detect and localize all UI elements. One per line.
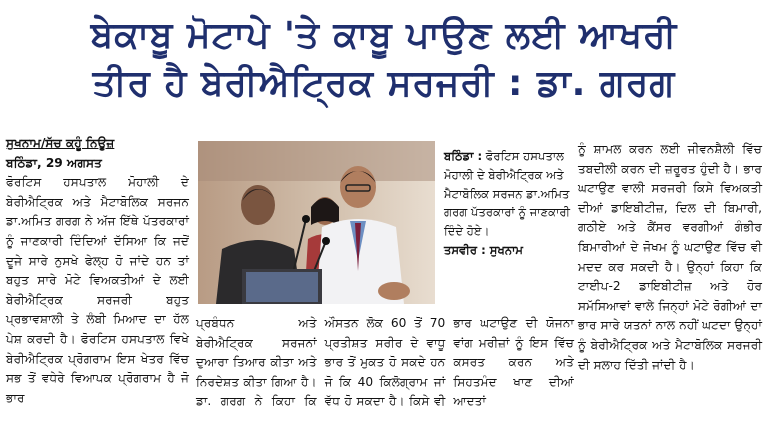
column-4-text: ਨੂੰ ਸ਼ਾਮਲ ਕਰਨ ਲਈ ਜੀਵਨਸ਼ੈਲੀ ਵਿੱਚ ਤਬਦੀਲੀ ਕਰਨ ਦੀ ਜ਼ਰੂਰਤ ਹੁੰਦੀ ਹੈ। ਭਾਰ ਘਟਾਉਣ ਵਾਲੀ ਸਰਜਰੀ ਕਿਸੇ ਵਿਅਕਤੀ ਦੀਆਂ ਡਾਇਬੀਟੀਜ਼, ਦਿਲ ਦੀ ਬਿਮਾਰੀ, ਗਠੀਏ ਅਤੇ ਕੈਂਸਰ ਵਰਗੀਆਂ ਗੰਭੀਰ ਬਿਮਾਰੀਆਂ ਦੇ ਜੋਖਮ ਨੂੰ ਘਟਾਉਣ ਵਿੱਚ ਵੀ ਮਦਦ ਕਰ ਸਕਦੀ ਹੈ। ਉਨ੍ਹਾਂ ਕਿਹਾ ਕਿ ਟਾਈਪ-2 ਡਾਇਬੀਟੀਜ਼ ਅਤੇ ਹੋਰ ਸਮੱਸਿਆਵਾਂ ਵਾਲੇ ਜਿਨ੍ਹਾਂ ਮੋਟੇ ਰੋਗੀਆਂ ਦਾ ਭਾਰ ਸਾਰੇ ਯਤਨਾਂ ਨਾਲ ਨਹੀਂ ਘਟਦਾ ਉਨ੍ਹਾਂ ਨੂੰ ਬੇਰੀਐਟ੍ਰਿਕ ਅਤੇ ਮੈਟਾਬੋਲਿਕ ਸਰਜਰੀ ਦੀ ਸਲਾਹ ਦਿੱਤੀ ਜਾਂਦੀ ਹੈ। [578,142,762,372]
byline: ਸੁਖਨਾਮ/ਸੱਚ ਕਹੂੰ ਨਿਊਜ਼ [6,136,115,150]
photo-caption [444,147,572,260]
caption-text: ਫੋਰਟਿਸ ਹਸਪਤਾਲ ਮੋਹਾਲੀ ਦੇ ਬੇਰੀਐਟ੍ਰਿਕ ਅਤੇ ਮੈਟਾਬੋਲਿਕ ਸਰਜਨ ਡਾ.ਅਮਿਤ ਗਰਗ ਪੱਤਰਕਾਰਾਂ ਨੂੰ ਜਾਣਕਾਰੀ ਦਿੰਦੇ ਹੋਏ। [444,149,571,239]
dateline: ਬਠਿੰਡਾ, 29 ਅਗਸਤ [6,155,102,170]
caption-place: ਬਠਿੰਡਾ : [444,149,483,163]
article-bottom-columns [196,314,574,412]
headline-line-2: ਤੀਰ ਹੈ ਬੇਰੀਐਟ੍ਰਿਕ ਸਰਜਰੀ : ਡਾ. ਗਰਗ [92,63,676,104]
article-column-1 [6,134,189,408]
news-photo [198,141,435,304]
article-column-4 [578,140,762,375]
photo-credit: ਤਸਵੀਰ : ਸੁਖਨਾਮ [444,242,524,257]
column-1-text: ਫੋਰਟਿਸ ਹਸਪਤਾਲ ਮੋਹਾਲੀ ਦੇ ਬੇਰੀਐਟ੍ਰਿਕ ਅਤੇ ਮੈਟਾਬੋਲਿਕ ਸਰਜਨ ਡਾ.ਅਮਿਤ ਗਰਗ ਨੇ ਅੱਜ ਇੱਥੇ ਪੱਤਰਕਾਰਾਂ ਨੂੰ ਜਾਣਕਾਰੀ ਦਿੰਦਿਆਂ ਦੱਸਿਆ ਕਿ ਜਦੋਂ ਦੂਜੇ ਸਾਰੇ ਨੁਸਖੇ ਫੇਲ੍ਹ ਹੋ ਜਾਂਦੇ ਹਨ ਤਾਂ ਬਹੁਤ ਸਾਰੇ ਮੋਟੇ ਵਿਅਕਤੀਆਂ ਦੇ ਲਈ ਬੇਰੀਐਟ੍ਰਿਕ ਸਰਜਰੀ ਬਹੁਤ ਪ੍ਰਭਾਵਸ਼ਾਲੀ ਤੇ ਲੰਬੀ ਮਿਆਦ ਦਾ ਹੱਲ ਪੇਸ਼ ਕਰਦੀ ਹੈ। ਫੋਰਟਿਸ ਹਸਪਤਾਲ ਵਿਖੇ ਬੇਰੀਐਟ੍ਰਿਕ ਪ੍ਰੋਗਰਾਮ ਇਸ ਖੇਤਰ ਵਿੱਚ ਸਭ ਤੋਂ ਵਧੇਰੇ ਵਿਆਪਕ ਪ੍ਰੋਗਰਾਮ ਹੈ ਜੋ ਭਾਰ [6,175,189,405]
headline-line-1: ਬੇਕਾਬੂ ਮੋਟਾਪੇ 'ਤੇ ਕਾਬੂ ਪਾਉਣ ਲਈ ਆਖਰੀ [90,15,678,56]
press-conference-photo [198,141,435,304]
bottom-text: ਪ੍ਰਬੰਧਨ ਅਤੇ ਬੇਰੀਐਟ੍ਰਿਕ ਸਰਜਨਾਂ ਦੁਆਰਾ ਤਿਆਰ ਕੀਤਾ ਅਤੇ ਨਿਰਦੇਸ਼ਤ ਕੀਤਾ ਗਿਆ ਹੈ। ਡਾ. ਗਰਗ ਨੇ ਕਿਹਾ ਕਿ ਔਸਤਨ ਲੋਕ 60 ਤੋਂ 70 ਪ੍ਰਤੀਸ਼ਤ ਸਰੀਰ ਦੇ ਵਾਧੂ ਭਾਰ ਤੋਂ ਮੁਕਤ ਹੋ ਸਕਦੇ ਹਨ ਜੋ ਕਿ 40 ਕਿਲੋਗ੍ਰਾਮ ਜਾਂ ਵੱਧ ਹੋ ਸਕਦਾ ਹੈ। ਕਿਸੇ ਵੀ ਭਾਰ ਘਟਾਉਣ ਦੀ ਯੋਜਨਾ ਵਾਂਗ ਮਰੀਜ਼ਾਂ ਨੂੰ ਇਸ ਵਿੱਚ ਕਸਰਤ ਕਰਨ ਅਤੇ ਸਿਹਤਮੰਦ ਖਾਣ ਦੀਆਂ ਆਦਤਾਂ [196,316,574,409]
